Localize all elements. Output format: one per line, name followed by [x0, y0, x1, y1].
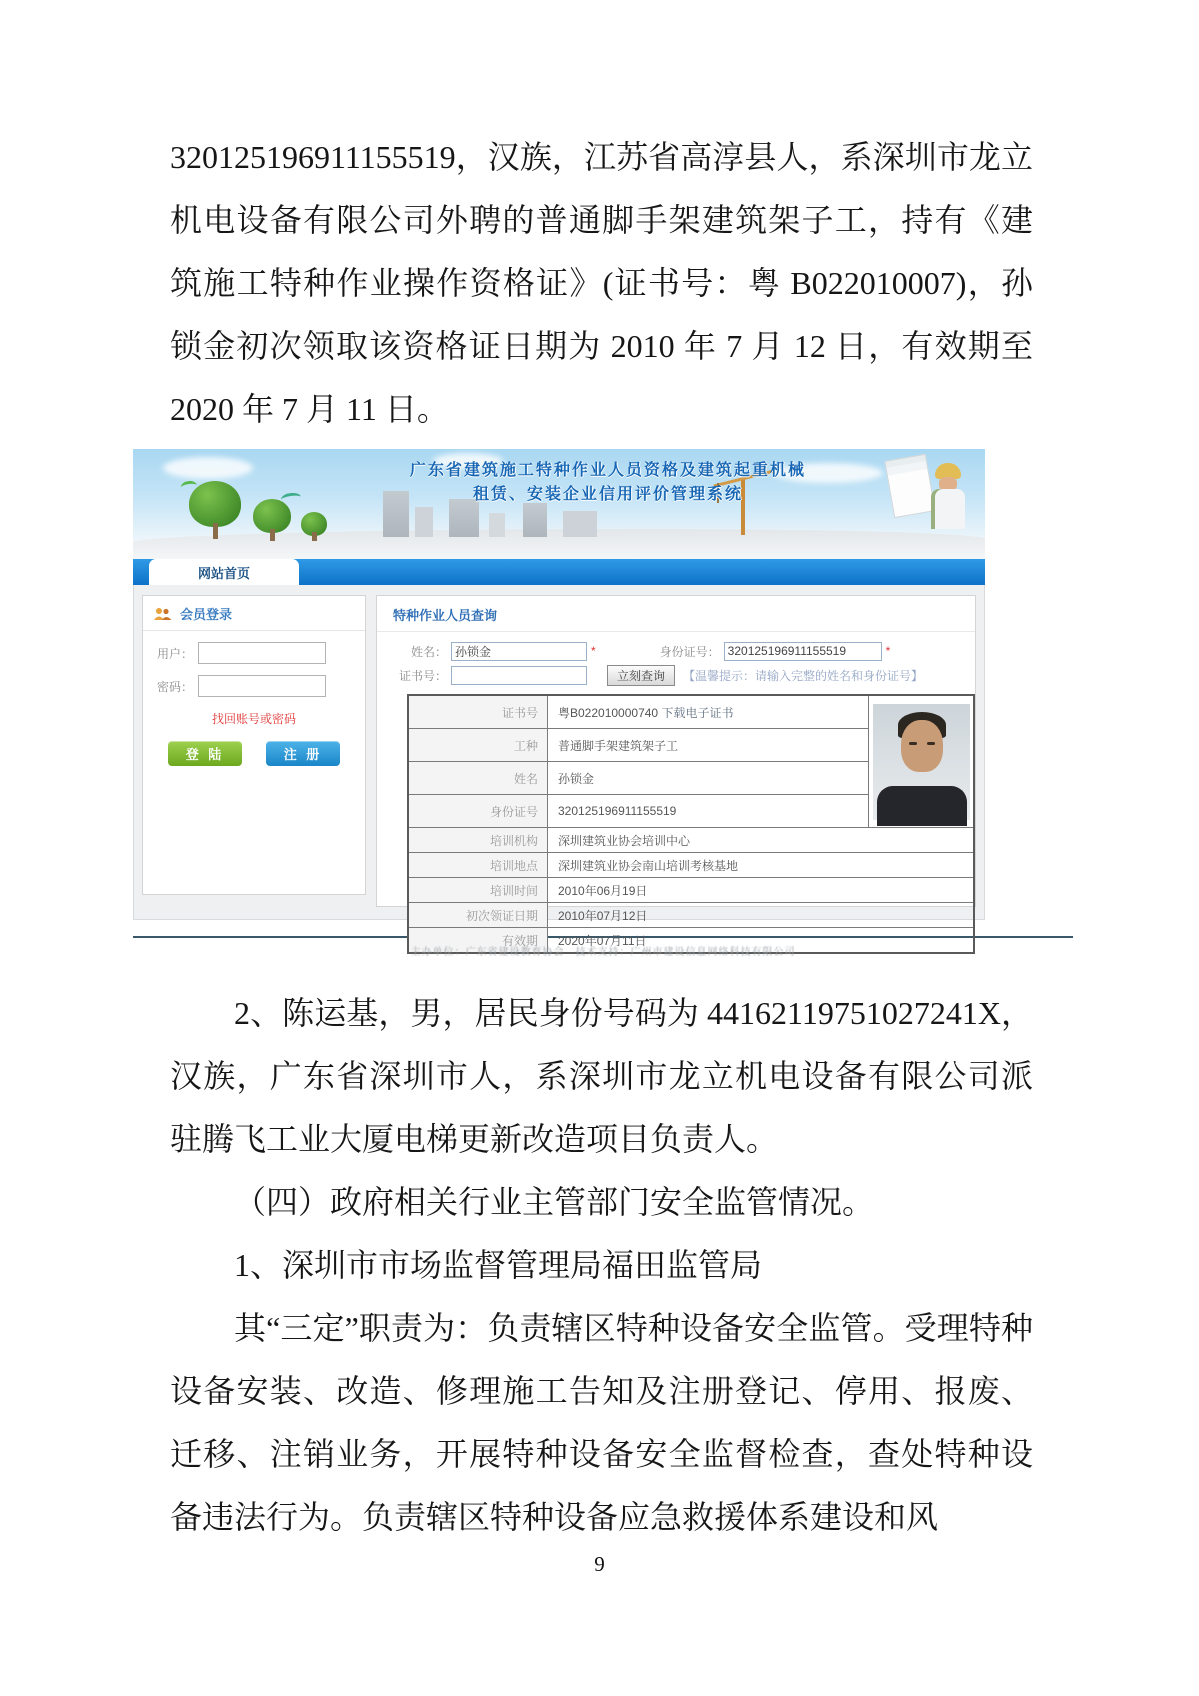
tree-illustration — [189, 481, 241, 539]
cert-number-label: 证书号： — [398, 668, 447, 683]
name-input[interactable] — [451, 642, 587, 661]
cert-number-value: 粤B022010000740 — [558, 705, 659, 720]
table-row — [408, 828, 974, 853]
password-label: 密码： — [157, 679, 194, 694]
cert-number-input[interactable] — [451, 666, 587, 685]
field-value: 深圳建筑业协会南山培训考核基地 — [548, 853, 975, 878]
table-row — [408, 853, 974, 878]
register-button[interactable]: 注 册 — [266, 741, 340, 766]
website-screenshot — [133, 449, 1073, 958]
site-title-line1: 广东省建筑施工特种作业人员资格及建筑起重机械 — [409, 462, 806, 479]
body-paragraph: （四）政府相关行业主管部门安全监管情况。 — [234, 1184, 875, 1220]
field-label: 培训时间 — [408, 878, 548, 903]
id-number-input[interactable] — [724, 642, 882, 661]
site-banner — [133, 449, 985, 559]
field-value: 2010年06月19日 — [548, 878, 975, 903]
forgot-password-link[interactable]: 找回账号或密码 — [211, 712, 296, 726]
footer-text: 主办单位：广东省建设教育协会 技术支持：广州市建设信息网络科技有限公司 — [410, 947, 796, 958]
field-value: 320125196911155519 — [548, 795, 869, 828]
field-label: 证书号 — [408, 695, 548, 729]
page-number: 9 — [594, 1552, 605, 1576]
login-panel-title: 会员登录 — [180, 607, 233, 622]
field-value: 普通脚手架建筑架子工 — [548, 729, 869, 762]
body-paragraph: 1、深圳市市场监督管理局福田监管局 — [234, 1247, 763, 1283]
person-photo — [873, 704, 970, 820]
photo-cell — [869, 695, 975, 828]
field-label: 初次领证日期 — [408, 903, 548, 928]
login-panel — [142, 595, 366, 895]
site-title — [308, 459, 908, 507]
field-label: 姓名 — [408, 762, 548, 795]
username-input[interactable] — [198, 642, 326, 664]
query-row-2 — [389, 663, 975, 687]
login-buttons — [143, 741, 365, 766]
login-panel-header — [143, 596, 365, 631]
field-value: 孙锁金 — [548, 762, 869, 795]
field-label: 有效期 — [408, 928, 548, 954]
id-number-label: 身份证号： — [659, 644, 720, 659]
table-row — [408, 878, 974, 903]
login-button[interactable]: 登 陆 — [168, 741, 242, 766]
field-value: 深圳建筑业协会培训中心 — [548, 828, 975, 853]
password-input[interactable] — [198, 675, 326, 697]
table-row — [408, 903, 974, 928]
tab-home[interactable] — [149, 559, 299, 585]
main-nav — [133, 559, 985, 585]
search-button[interactable]: 立刻查询 — [607, 665, 675, 686]
input-hint: 【温馨提示：请输入完整的姓名和身份证号】 — [683, 668, 924, 683]
body-paragraph: 其“三定”职责为：负责辖区特种设备安全监管。受理特种设备安装、改造、修理施工告知及注册登记、停用、报废、迁移、注销业务，开展特种设备安全监督检查，查处特种设备违法行为。负责辖区特种设备应急救援体系建设和风 — [170, 1310, 1033, 1535]
field-value — [548, 695, 869, 729]
field-value: 2020年07月11日 — [548, 928, 975, 954]
required-asterisk: * — [591, 644, 596, 658]
username-label: 用户： — [157, 646, 194, 661]
cloud-illustration — [163, 457, 253, 479]
field-label: 工种 — [408, 729, 548, 762]
result-table — [407, 694, 975, 954]
field-label: 身份证号 — [408, 795, 548, 828]
download-cert-link[interactable]: 下载电子证书 — [661, 705, 734, 720]
field-label: 培训地点 — [408, 853, 548, 878]
tree-illustration — [253, 499, 291, 541]
site-content — [133, 585, 985, 948]
field-label: 培训机构 — [408, 828, 548, 853]
members-icon — [153, 607, 173, 621]
body-paragraph: 320125196911155519，汉族，江苏省高淳县人，系深圳市龙立机电设备有限公司外聘的普通脚手架建筑架子工，持有《建筑施工特种作业操作资格证》(证书号：粤 B022010007)，孙锁金初次领取该资格证日期为 2010 年 7 月 12 日，有效期至 2020 年 7 月 11 日。 — [170, 139, 1033, 427]
field-value: 2010年07月12日 — [548, 903, 975, 928]
password-row — [157, 675, 365, 697]
site-title-line2: 租赁、安装企业信用评价管理系统 — [472, 486, 743, 503]
query-panel — [376, 595, 976, 948]
required-asterisk: * — [885, 644, 891, 658]
query-row-1 — [389, 639, 975, 663]
body-paragraph: 2、陈运基，男，居民身份号码为 44162119751027241X，汉族，广东省深圳市人，系深圳市龙立机电设备有限公司派驻腾飞工业大厦电梯更新改造项目负责人。 — [170, 995, 1033, 1157]
query-panel-title: 特种作业人员查询 — [377, 596, 975, 632]
name-label: 姓名： — [410, 644, 447, 659]
website-frame — [133, 449, 985, 948]
tree-illustration — [301, 512, 327, 541]
username-row — [157, 642, 365, 664]
table-row — [408, 695, 974, 729]
tab-home-label: 网站首页 — [197, 565, 250, 581]
query-form — [377, 632, 975, 689]
